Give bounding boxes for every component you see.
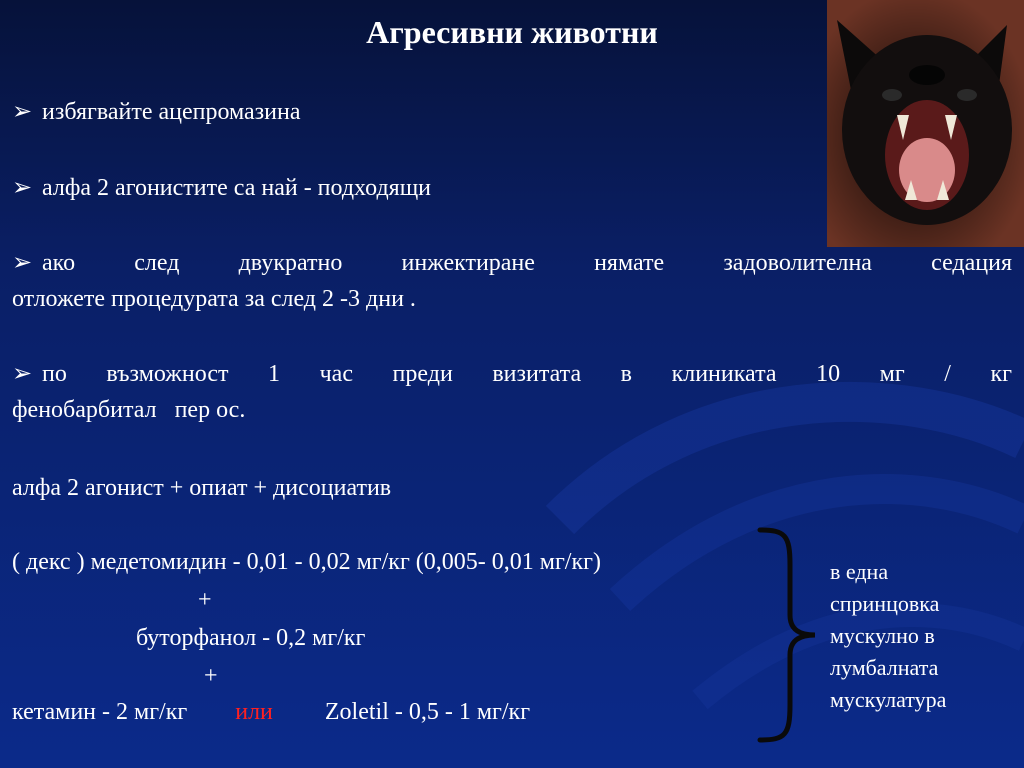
bullet-text: алфа 2 агонистите са най - подходящи: [42, 175, 432, 201]
aggressive-dog-photo: [827, 0, 1024, 247]
zoletil-dose: Zoletil - 0,5 - 1 мг/кг: [324, 699, 531, 725]
curly-brace-icon: [755, 525, 825, 745]
bullet-text: по възможност 1 час преди визитата в клиниката 10 мг / кг: [42, 361, 1012, 387]
bullet-text-continued: отложете процедурата за след 2 -3 дни .: [12, 286, 416, 312]
protocol-line-ketamine-zoletil: [12, 694, 530, 730]
side-note-line: мускулатура: [830, 687, 947, 712]
side-note-line: в една: [830, 559, 889, 584]
bullet-item: [12, 356, 1012, 428]
side-note: [830, 556, 946, 716]
bullet-text: ако след двукратно инжектиране нямате задоволителна седация: [42, 250, 1012, 276]
arrow-bullet-icon: ➢: [12, 361, 33, 387]
ketamine-dose: кетамин - 2 мг/кг: [12, 699, 188, 725]
bullet-item: [12, 94, 301, 130]
arrow-bullet-icon: ➢: [12, 175, 33, 201]
plus-sign: +: [204, 663, 218, 689]
protocol-line-medetomidine: ( декс ) медетомидин - 0,01 - 0,02 мг/кг (0,005- 0,01 мг/кг): [12, 549, 601, 575]
side-note-line: лумбалната: [830, 655, 939, 680]
plus-sign: +: [198, 587, 212, 613]
side-note-line: мускулно в: [830, 623, 935, 648]
protocol-line-butorphanol: буторфанол - 0,2 мг/кг: [136, 625, 366, 651]
slide-title: Агресивни животни: [366, 14, 658, 50]
bullet-text-continued: фенобарбитал пер ос.: [12, 397, 246, 423]
bullet-text: избягвайте ацепромазина: [42, 99, 301, 125]
arrow-bullet-icon: ➢: [12, 250, 33, 276]
arrow-bullet-icon: ➢: [12, 99, 33, 125]
combination-line: алфа 2 агонист + опиат + дисоциатив: [12, 475, 392, 501]
bullet-item: [12, 170, 431, 206]
bullet-item: [12, 245, 1012, 317]
side-note-line: спринцовка: [830, 591, 940, 616]
or-word: или: [235, 699, 273, 725]
